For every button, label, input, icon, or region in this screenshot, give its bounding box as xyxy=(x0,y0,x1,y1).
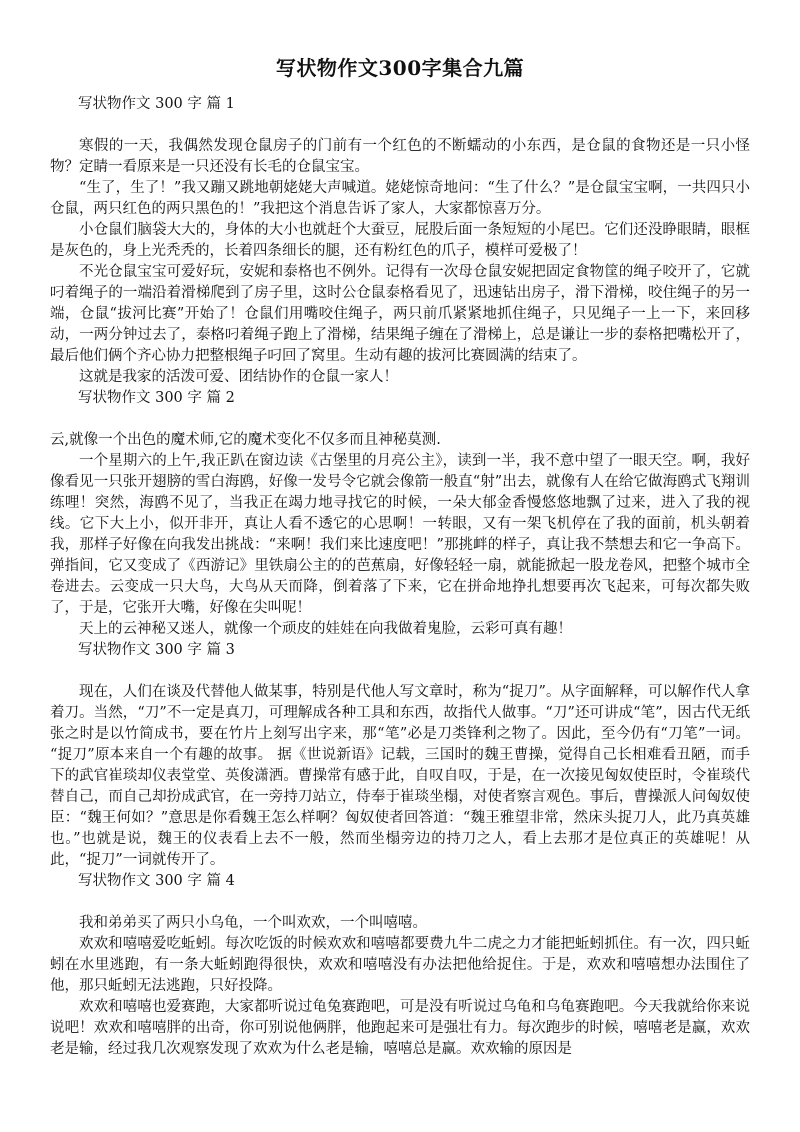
paragraph: 这就是我家的活泼可爱、团结协作的仓鼠一家人！ xyxy=(79,369,398,385)
paragraph: 不光仓鼠宝宝可爱好玩，安妮和泰格也不例外。记得有一次母仓鼠安妮把固定食物筐的绳子咬开了，它就叼着绳子的一端沿着滑梯爬到了房子里，这时公仓鼠泰格看见了，迅速钻出房子，滑下滑梯，咬住绳子的另一端，仓鼠“拔河比赛”开始了！仓鼠们用嘴咬住绳子，两只前爪紧紧地抓住绳子，只见绳子一上一下，来回移动，一两分钟过去了，泰格叼着绳子跑上了滑梯，结果绳子缠在了滑梯上，总是谦让一步的泰格把嘴松开了，最后他们俩个齐心协力把整根绳子叼回了窝里。生动有趣的拔河比赛圆满的结束了。 xyxy=(50,264,750,364)
paragraph: 小仓鼠们脑袋大大的，身体的大小也就赶个大蚕豆，屁股后面一条短短的小尾巴。它们还没睁眼睛，眼框是灰色的，身上光秃秃的，长着四条细长的腿，还有粉红色的爪子，模样可爱极了！ xyxy=(50,222,750,259)
paragraph: “生了，生了！”我又蹦又跳地朝姥姥大声喊道。姥姥惊奇地问：“生了什么？”是仓鼠宝宝啊，一共四只小仓鼠，两只红色的两只黑色的！”我把这个消息告诉了家人，大家都惊喜万分。 xyxy=(50,180,750,217)
section-3 xyxy=(50,640,750,871)
section-4 xyxy=(50,871,750,1060)
document-title: 写状物作文300字集合九篇 xyxy=(275,56,525,80)
section-heading: 写状物作文 300 字 篇 3 xyxy=(78,642,235,658)
section-1 xyxy=(50,94,750,388)
section-2 xyxy=(50,388,750,640)
paragraph: 欢欢和嘻嘻爱吃蚯蚓。每次吃饭的时候欢欢和嘻嘻都要费九牛二虎之力才能把蚯蚓抓住。有一次，四只蚯蚓在水里逃跑，有一条大蚯蚓跑得很快，欢欢和嘻嘻没有办法把他给捉住。于是，欢欢和嘻嘻想办法围住了他，那只蚯蚓无法逃跑，只好投降。 xyxy=(50,936,750,994)
paragraph: 欢欢和嘻嘻也爱赛跑，大家都听说过龟兔赛跑吧，可是没有听说过乌龟和乌龟赛跑吧。今天我就给你来说说吧！欢欢和嘻嘻胖的出奇，你可别说他俩胖，他跑起来可是强壮有力。每次跑步的时候，嘻嘻老是赢，欢欢老是输，经过我几次观察发现了欢欢为什么老是输，嘻嘻总是赢。欢欢输的原因是 xyxy=(50,999,750,1057)
paragraph: 一个星期六的上午,我正趴在窗边读《古堡里的月亮公主》，读到一半，我不意中望了一眼天空。啊，我好像看见一只张开翅膀的雪白海鸥，好像一发号令它就会像箭一般直“射”出去，就像有人在给它做海鸥式飞翔训练哩！突然，海鸥不见了，当我正在竭力地寻找它的时候，一朵大郁金香慢悠悠地飘了过来，进入了我的视线。它下大上小，似开非开，真让人看不透它的心思啊！一转眼，又有一架飞机停在了我的面前，机头朝着我，那样子好像在向我发出挑战：“来啊！我们来比速度吧！”那挑衅的样子，真让我不禁想去和它一争高下。弹指间，它又变成了《西游记》里铁扇公主的的芭蕉扇，好像轻轻一扇，就能掀起一股龙卷风，把整个城市全卷进去。云变成一只大鸟，大鸟从天而降，倒着落了下来，它在拼命地挣扎想要再次飞起来，可每次都失败了，于是，它张开大嘴，好像在尖叫呢！ xyxy=(50,453,750,616)
paragraph: 天上的云神秘又迷人，就像一个顽皮的娃娃在向我做着鬼脸，云彩可真有趣！ xyxy=(79,621,572,637)
paragraph: 我和弟弟买了两只小乌龟，一个叫欢欢，一个叫嘻嘻。 xyxy=(79,915,427,931)
section-heading: 写状物作文 300 字 篇 2 xyxy=(78,390,235,406)
section-heading: 写状物作文 300 字 篇 1 xyxy=(78,96,235,112)
paragraph: 寒假的一天，我偶然发现仓鼠房子的门前有一个红色的不断蠕动的小东西，是仓鼠的食物还是一只小怪物？定睛一看原来是一只还没有长毛的仓鼠宝宝。 xyxy=(50,138,750,175)
paragraph: 云,就像一个出色的魔术师,它的魔术变化不仅多而且神秘莫测. xyxy=(50,432,441,448)
section-heading: 写状物作文 300 字 篇 4 xyxy=(78,873,235,889)
paragraph: 现在，人们在谈及代替他人做某事，特别是代他人写文章时，称为“捉刀”。从字面解释，可以解作代人拿着刀。当然，“刀”不一定是真刀，可理解成各种工具和东西，故指代人做事。“刀”还可讲成“笔”，因古代无纸张之时是以竹简成书，要在竹片上刻写出字来，那“笔”必是刀类锋利之物了。因此，至今仍有“刀笔”一词。 “捉刀”原本来自一个有趣的故事。 据《世说新语》记载，三国时的魏王曹操，觉得自己长相难看丑陋，而手下的武官崔琰却仪表堂堂、英俊潇洒。曹操常有感于此，自叹自叹，于是，在一次接见匈奴使臣时，令崔琰代替自己，而自己却扮成武官，在一旁持刀站立，侍奉于崔琰坐榻，对使者察言观色。事后，曹操派人问匈奴使臣：“魏王何如？”意思是你看魏王怎么样啊？匈奴使者回答道：“魏王雅望非常，然床头捉刀人，此乃真英雄也。”也就是说，魏王的仪表看上去不一般，然而坐榻旁边的持刀之人，看上去那才是位真正的英雄呢！从此，“捉刀”一词就传开了。 xyxy=(50,684,750,868)
